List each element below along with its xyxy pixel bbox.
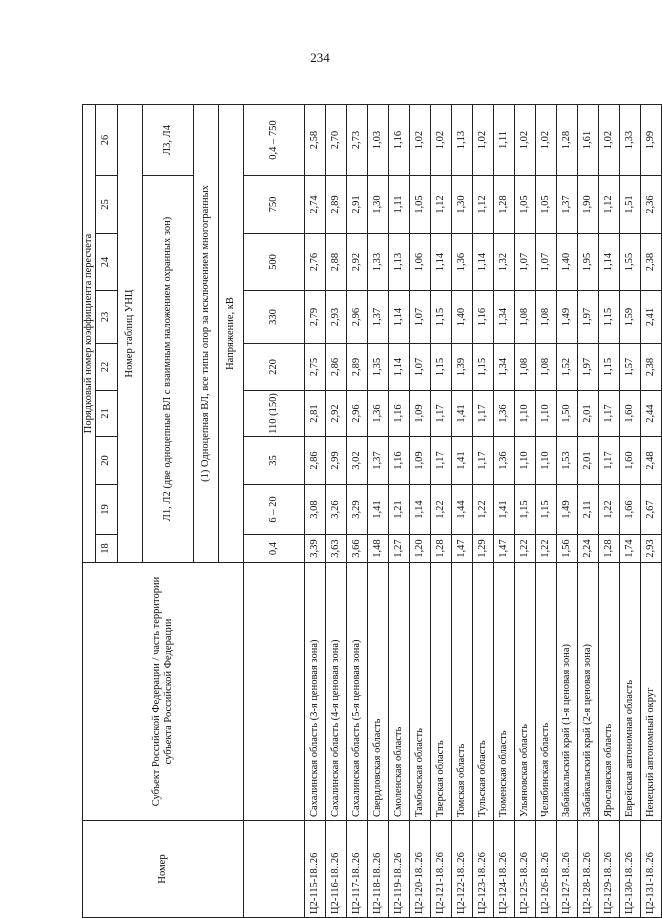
row-coefficient-value: 1,30 xyxy=(451,176,472,234)
row-coefficient-value: 1,09 xyxy=(409,391,430,437)
row-code: Ц2-116-18..26 xyxy=(325,821,346,918)
row-coefficient-value: 2,93 xyxy=(640,535,661,563)
row-coefficient-value: 2,74 xyxy=(304,176,325,234)
row-coefficient-value: 2,91 xyxy=(346,176,367,234)
row-code: Ц2-119-18..26 xyxy=(388,821,409,918)
coef-number: 26 xyxy=(95,104,117,175)
row-coefficient-value: 1,51 xyxy=(619,176,640,234)
row-coefficient-value: 1,40 xyxy=(451,291,472,344)
voltage-label: 35 xyxy=(243,437,304,485)
row-code: Ц2-125-18..26 xyxy=(514,821,535,918)
row-code: Ц2-117-18..26 xyxy=(346,821,367,918)
row-code: Ц2-121-18..26 xyxy=(430,821,451,918)
row-coefficient-value: 2,01 xyxy=(577,391,598,437)
table-row xyxy=(577,104,598,917)
row-coefficient-value: 2,92 xyxy=(325,391,346,437)
row-coefficient-value: 1,20 xyxy=(409,535,430,563)
row-coefficient-value: 2,81 xyxy=(304,391,325,437)
row-coefficient-value: 1,36 xyxy=(367,391,388,437)
row-region-name: Томская область xyxy=(451,563,472,821)
row-coefficient-value: 2,93 xyxy=(325,291,346,344)
row-coefficient-value: 2,75 xyxy=(304,344,325,391)
row-code: Ц2-127-18..26 xyxy=(556,821,577,918)
row-region-name: Тюменская область xyxy=(493,563,514,821)
row-coefficient-value: 2,24 xyxy=(577,535,598,563)
row-coefficient-value: 1,13 xyxy=(451,104,472,175)
table-row xyxy=(472,104,493,917)
row-coefficient-value: 1,99 xyxy=(640,104,661,175)
row-coefficient-value: 1,15 xyxy=(472,344,493,391)
row-coefficient-value: 1,41 xyxy=(451,391,472,437)
row-coefficient-value: 1,21 xyxy=(388,485,409,535)
row-coefficient-value: 1,07 xyxy=(409,291,430,344)
row-coefficient-value: 2,44 xyxy=(640,391,661,437)
row-coefficient-value: 1,37 xyxy=(556,176,577,234)
rotated-table-container xyxy=(82,105,656,918)
row-coefficient-value: 1,40 xyxy=(556,234,577,291)
row-coefficient-value: 2,88 xyxy=(325,234,346,291)
row-coefficient-value: 1,08 xyxy=(514,344,535,391)
row-coefficient-value: 1,17 xyxy=(472,437,493,485)
row-coefficient-value: 1,15 xyxy=(514,485,535,535)
row-region-name: Тульская область xyxy=(472,563,493,821)
header-table-number-title: Номер таблиц УНЦ xyxy=(117,104,142,562)
row-region-name: Ярославская область xyxy=(598,563,619,821)
row-coefficient-value: 1,47 xyxy=(493,535,514,563)
row-coefficient-value: 1,36 xyxy=(451,234,472,291)
row-coefficient-value: 1,09 xyxy=(409,437,430,485)
row-coefficient-value: 3,26 xyxy=(325,485,346,535)
row-coefficient-value: 2,70 xyxy=(325,104,346,175)
row-coefficient-value: 1,06 xyxy=(409,234,430,291)
row-code: Ц2-124-18..26 xyxy=(493,821,514,918)
row-coefficient-value: 2,79 xyxy=(304,291,325,344)
row-region-name: Еврейская автономная область xyxy=(619,563,640,821)
row-region-name: Забайкальский край (2-я ценовая зона) xyxy=(577,563,598,821)
coef-number: 19 xyxy=(95,485,117,535)
voltage-label: 110 (150) xyxy=(243,391,304,437)
row-region-name: Тамбовская область xyxy=(409,563,430,821)
row-coefficient-value: 2,86 xyxy=(304,437,325,485)
row-coefficient-value: 1,15 xyxy=(598,344,619,391)
row-coefficient-value: 1,08 xyxy=(535,344,556,391)
row-coefficient-value: 1,07 xyxy=(514,234,535,291)
row-coefficient-value: 1,10 xyxy=(514,437,535,485)
coef-number: 20 xyxy=(95,437,117,485)
row-coefficient-value: 1,16 xyxy=(388,391,409,437)
row-coefficient-value: 1,12 xyxy=(430,176,451,234)
row-coefficient-value: 3,29 xyxy=(346,485,367,535)
row-coefficient-value: 2,76 xyxy=(304,234,325,291)
row-coefficient-value: 1,13 xyxy=(388,234,409,291)
row-region-name: Сахалинская область (3-я ценовая зона) xyxy=(304,563,325,821)
row-coefficient-value: 2,92 xyxy=(346,234,367,291)
row-coefficient-value: 1,14 xyxy=(430,234,451,291)
row-coefficient-value: 2,58 xyxy=(304,104,325,175)
row-code: Ц2-123-18..26 xyxy=(472,821,493,918)
table-row xyxy=(430,104,451,917)
row-region-name: Челябинская область xyxy=(535,563,556,821)
table-row xyxy=(367,104,388,917)
row-coefficient-value: 1,39 xyxy=(451,344,472,391)
table-row xyxy=(304,104,325,917)
row-coefficient-value: 1,33 xyxy=(619,104,640,175)
row-coefficient-value: 1,47 xyxy=(451,535,472,563)
row-region-name: Свердловская область xyxy=(367,563,388,821)
row-coefficient-value: 1,57 xyxy=(619,344,640,391)
row-coefficient-value: 1,14 xyxy=(409,485,430,535)
row-coefficient-value: 1,34 xyxy=(493,291,514,344)
row-coefficient-value: 1,49 xyxy=(556,485,577,535)
row-coefficient-value: 2,96 xyxy=(346,391,367,437)
row-coefficient-value: 1,22 xyxy=(598,485,619,535)
row-coefficient-value: 1,36 xyxy=(493,437,514,485)
row-coefficient-value: 1,28 xyxy=(598,535,619,563)
header-number: Номер xyxy=(83,821,244,918)
row-coefficient-value: 1,22 xyxy=(535,535,556,563)
table-row xyxy=(346,104,367,917)
row-coefficient-value: 1,11 xyxy=(493,104,514,175)
row-coefficient-value: 1,53 xyxy=(556,437,577,485)
row-coefficient-value: 1,32 xyxy=(493,234,514,291)
row-coefficient-value: 2,73 xyxy=(346,104,367,175)
coef-number: 23 xyxy=(95,291,117,344)
row-coefficient-value: 1,11 xyxy=(388,176,409,234)
row-coefficient-value: 1,16 xyxy=(388,437,409,485)
row-coefficient-value: 1,48 xyxy=(367,535,388,563)
row-coefficient-value: 1,74 xyxy=(619,535,640,563)
row-coefficient-value: 1,52 xyxy=(556,344,577,391)
row-coefficient-value: 3,63 xyxy=(325,535,346,563)
table-row xyxy=(493,104,514,917)
row-coefficient-value: 1,08 xyxy=(535,291,556,344)
row-coefficient-value: 1,33 xyxy=(367,234,388,291)
table-row xyxy=(640,104,661,917)
row-coefficient-value: 2,89 xyxy=(346,344,367,391)
row-code: Ц2-120-18..26 xyxy=(409,821,430,918)
row-coefficient-value: 1,02 xyxy=(430,104,451,175)
row-coefficient-value: 1,37 xyxy=(367,291,388,344)
row-coefficient-value: 1,14 xyxy=(388,291,409,344)
row-coefficient-value: 1,10 xyxy=(514,391,535,437)
row-coefficient-value: 1,02 xyxy=(472,104,493,175)
row-coefficient-value: 1,07 xyxy=(535,234,556,291)
row-coefficient-value: 1,66 xyxy=(619,485,640,535)
row-coefficient-value: 1,95 xyxy=(577,234,598,291)
row-coefficient-value: 1,05 xyxy=(535,176,556,234)
voltage-label: 750 xyxy=(243,176,304,234)
row-coefficient-value: 1,05 xyxy=(409,176,430,234)
row-coefficient-value: 1,50 xyxy=(556,391,577,437)
row-coefficient-value: 1,17 xyxy=(598,391,619,437)
table-body xyxy=(304,104,661,917)
row-code: Ц2-129-18..26 xyxy=(598,821,619,918)
row-coefficient-value: 1,16 xyxy=(388,104,409,175)
row-coefficient-value: 1,60 xyxy=(619,391,640,437)
row-coefficient-value: 1,10 xyxy=(535,391,556,437)
voltage-label: 6 – 20 xyxy=(243,485,304,535)
row-coefficient-value: 1,97 xyxy=(577,344,598,391)
row-coefficient-value: 2,96 xyxy=(346,291,367,344)
row-coefficient-value: 3,08 xyxy=(304,485,325,535)
row-coefficient-value: 2,99 xyxy=(325,437,346,485)
row-coefficient-value: 1,61 xyxy=(577,104,598,175)
row-coefficient-value: 1,08 xyxy=(514,291,535,344)
coef-number: 18 xyxy=(95,535,117,563)
coef-number: 22 xyxy=(95,344,117,391)
row-coefficient-value: 1,12 xyxy=(598,176,619,234)
row-coefficient-value: 1,17 xyxy=(430,437,451,485)
row-coefficient-value: 1,02 xyxy=(598,104,619,175)
row-coefficient-value: 1,27 xyxy=(388,535,409,563)
table-row xyxy=(619,104,640,917)
header-note-single: (1) Одноцепная ВЛ, все типы опор за исключением многогранных xyxy=(193,104,218,562)
row-coefficient-value: 1,03 xyxy=(367,104,388,175)
row-coefficient-value: 1,07 xyxy=(409,344,430,391)
row-coefficient-value: 1,12 xyxy=(472,176,493,234)
row-coefficient-value: 1,30 xyxy=(367,176,388,234)
row-coefficient-value: 1,44 xyxy=(451,485,472,535)
row-coefficient-value: 1,59 xyxy=(619,291,640,344)
row-coefficient-value: 2,38 xyxy=(640,234,661,291)
row-coefficient-value: 2,89 xyxy=(325,176,346,234)
table-row xyxy=(388,104,409,917)
table-frame xyxy=(82,105,656,918)
header-group-l3l4: Л3, Л4 xyxy=(142,104,193,175)
row-region-name: Сахалинская область (5-я ценовая зона) xyxy=(346,563,367,821)
row-coefficient-value: 1,05 xyxy=(514,176,535,234)
header-number-spacer xyxy=(243,821,304,918)
row-coefficient-value: 1,28 xyxy=(430,535,451,563)
header-voltage-title: Напряжение, кВ xyxy=(218,104,243,562)
voltage-label: 500 xyxy=(243,234,304,291)
voltage-label: 220 xyxy=(243,344,304,391)
row-coefficient-value: 1,14 xyxy=(598,234,619,291)
row-coefficient-value: 1,34 xyxy=(493,344,514,391)
row-coefficient-value: 1,14 xyxy=(472,234,493,291)
row-coefficient-value: 1,41 xyxy=(451,437,472,485)
row-coefficient-value: 1,14 xyxy=(388,344,409,391)
page-number: 234 xyxy=(310,50,330,65)
table-row xyxy=(451,104,472,917)
row-coefficient-value: 2,11 xyxy=(577,485,598,535)
row-region-name: Тверская область xyxy=(430,563,451,821)
row-coefficient-value: 1,17 xyxy=(598,437,619,485)
row-coefficient-value: 1,15 xyxy=(598,291,619,344)
row-coefficient-value: 1,22 xyxy=(514,535,535,563)
table-row xyxy=(514,104,535,917)
row-coefficient-value: 1,55 xyxy=(619,234,640,291)
header-subject-spacer xyxy=(243,563,304,821)
row-code: Ц2-131-18..26 xyxy=(640,821,661,918)
row-coefficient-value: 1,35 xyxy=(367,344,388,391)
row-code: Ц2-128-18..26 xyxy=(577,821,598,918)
row-region-name: Ненецкий автономный округ xyxy=(640,563,661,821)
row-coefficient-value: 2,41 xyxy=(640,291,661,344)
row-coefficient-value: 1,22 xyxy=(472,485,493,535)
row-coefficient-value: 3,02 xyxy=(346,437,367,485)
row-coefficient-value: 1,37 xyxy=(367,437,388,485)
row-coefficient-value: 1,41 xyxy=(493,485,514,535)
row-coefficient-value: 1,17 xyxy=(472,391,493,437)
header-coef-title: Порядковый номер коэффициента пересчета xyxy=(83,104,96,562)
table-row xyxy=(409,104,430,917)
row-region-name: Сахалинская область (4-я ценовая зона) xyxy=(325,563,346,821)
row-coefficient-value: 1,22 xyxy=(430,485,451,535)
row-coefficient-value: 1,16 xyxy=(472,291,493,344)
row-coefficient-value: 1,10 xyxy=(535,437,556,485)
header-subject: Субъект Российской Федерации / часть территории субъекта Российской Федерации xyxy=(83,563,244,821)
row-coefficient-value: 1,17 xyxy=(430,391,451,437)
row-code: Ц2-118-18..26 xyxy=(367,821,388,918)
table-row xyxy=(598,104,619,917)
row-coefficient-value: 2,01 xyxy=(577,437,598,485)
table-row xyxy=(325,104,346,917)
row-region-name: Ульяновская область xyxy=(514,563,535,821)
row-coefficient-value: 1,15 xyxy=(430,291,451,344)
header-group-l1l2: Л1, Л2 (две одноцепные ВЛ с взаимным наложением охранных зон) xyxy=(142,176,193,563)
row-code: Ц2-122-18..26 xyxy=(451,821,472,918)
row-coefficient-value: 1,02 xyxy=(514,104,535,175)
row-region-name: Забайкальский край (1-я ценовая зона) xyxy=(556,563,577,821)
row-code: Ц2-130-18..26 xyxy=(619,821,640,918)
voltage-label: 0,4 – 750 xyxy=(243,104,304,175)
row-coefficient-value: 1,90 xyxy=(577,176,598,234)
coefficient-table xyxy=(82,104,662,918)
coef-number: 21 xyxy=(95,391,117,437)
row-coefficient-value: 2,86 xyxy=(325,344,346,391)
row-coefficient-value: 3,66 xyxy=(346,535,367,563)
row-coefficient-value: 1,29 xyxy=(472,535,493,563)
row-coefficient-value: 1,49 xyxy=(556,291,577,344)
voltage-label: 0,4 xyxy=(243,535,304,563)
row-coefficient-value: 1,15 xyxy=(430,344,451,391)
row-coefficient-value: 1,28 xyxy=(556,104,577,175)
row-coefficient-value: 1,56 xyxy=(556,535,577,563)
coef-number: 25 xyxy=(95,176,117,234)
row-coefficient-value: 2,48 xyxy=(640,437,661,485)
row-coefficient-value: 1,02 xyxy=(535,104,556,175)
voltage-label: 330 xyxy=(243,291,304,344)
row-coefficient-value: 2,67 xyxy=(640,485,661,535)
row-coefficient-value: 1,97 xyxy=(577,291,598,344)
row-coefficient-value: 3,39 xyxy=(304,535,325,563)
coef-number: 24 xyxy=(95,234,117,291)
row-coefficient-value: 2,36 xyxy=(640,176,661,234)
table-row xyxy=(535,104,556,917)
row-code: Ц2-115-18..26 xyxy=(304,821,325,918)
table-row xyxy=(556,104,577,917)
row-coefficient-value: 1,28 xyxy=(493,176,514,234)
row-region-name: Смоленская область xyxy=(388,563,409,821)
row-coefficient-value: 1,36 xyxy=(493,391,514,437)
row-coefficient-value: 1,02 xyxy=(409,104,430,175)
row-coefficient-value: 2,38 xyxy=(640,344,661,391)
row-coefficient-value: 1,60 xyxy=(619,437,640,485)
row-coefficient-value: 1,15 xyxy=(535,485,556,535)
row-coefficient-value: 1,41 xyxy=(367,485,388,535)
row-code: Ц2-126-18..26 xyxy=(535,821,556,918)
